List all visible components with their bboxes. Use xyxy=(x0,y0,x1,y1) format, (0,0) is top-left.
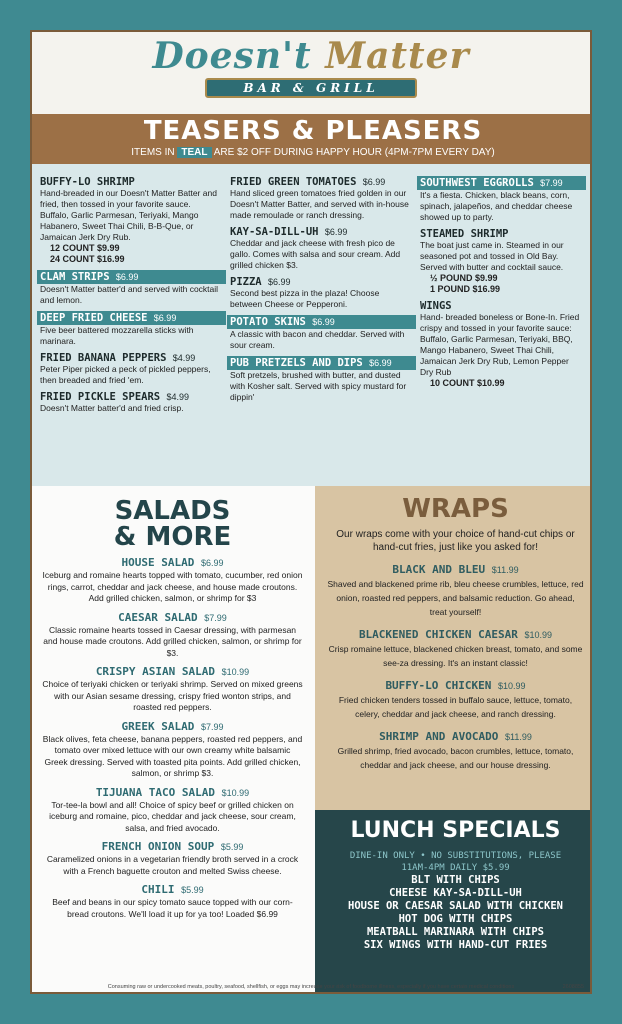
teasers-banner xyxy=(30,114,592,164)
wrap-item xyxy=(315,563,592,619)
salads-section xyxy=(30,486,315,994)
item-title: PIZZA xyxy=(230,276,262,288)
wrap-price: $11.99 xyxy=(504,732,532,742)
menu-item xyxy=(230,176,410,221)
salad-name xyxy=(42,611,303,625)
item-name xyxy=(420,300,580,312)
wraps-title: WRAPS xyxy=(402,494,509,524)
item-price: $6.99 xyxy=(115,272,139,282)
item-title: WINGS xyxy=(420,300,452,312)
menu-item xyxy=(40,311,220,347)
wrap-name xyxy=(327,563,584,577)
teasers-section xyxy=(30,164,592,486)
lunch-meta-1: DINE-IN ONLY • NO SUBSTITUTIONS, PLEASE xyxy=(349,851,562,861)
menu-item xyxy=(420,228,580,295)
salad-name xyxy=(42,665,303,679)
item-name xyxy=(227,315,416,329)
lunch-meta-2: 11AM-4PM DAILY $5.99 xyxy=(401,863,510,873)
menu-item xyxy=(230,226,410,271)
wrap-name xyxy=(327,730,584,744)
item-name xyxy=(40,176,220,188)
salad-price: $5.99 xyxy=(220,842,244,852)
item-count: 12 COUNT $9.99 xyxy=(50,243,120,253)
salad-name xyxy=(42,883,303,897)
item-count: ½ POUND $9.99 xyxy=(430,273,498,283)
salad-title: HOUSE SALAD xyxy=(121,556,195,569)
teasers-column-2 xyxy=(230,176,410,408)
menu-item xyxy=(40,391,220,414)
lunch-item: MEATBALL MARINARA WITH CHIPS xyxy=(366,926,544,938)
item-name xyxy=(40,391,220,403)
teasers-column-3 xyxy=(420,176,580,394)
item-description: A classic with bacon and cheddar. Served with sour cream. xyxy=(230,329,405,350)
salads-list xyxy=(30,556,315,920)
salad-title: TIJUANA TACO SALAD xyxy=(95,785,216,799)
salads-title-1: SALADS xyxy=(114,496,231,526)
salad-item xyxy=(30,720,315,780)
wrap-price: $11.99 xyxy=(491,565,519,575)
item-title: KAY-SA-DILL-UH xyxy=(230,226,319,238)
salad-price: $6.99 xyxy=(200,558,224,568)
item-count: 1 POUND $16.99 xyxy=(430,284,501,294)
item-price: $6.99 xyxy=(362,177,386,187)
wrap-item xyxy=(315,730,592,772)
wrap-item xyxy=(315,679,592,721)
menu-item xyxy=(420,300,580,389)
wrap-description: Shaved and blackened prime rib, bleu cheese crumbles, lettuce, red onion, roasted red peppers, and balsamic reduction. Go ahead, treat yourself! xyxy=(327,579,584,617)
item-count: 24 COUNT $16.99 xyxy=(50,254,125,264)
salad-item xyxy=(30,883,315,920)
wrap-description: Fried chicken tenders tossed in buffalo sauce, lettuce, tomato, celery, cheddar and jack cheese, and ranch dressing. xyxy=(338,695,573,719)
salad-price: $10.99 xyxy=(221,667,250,677)
lunch-item: SIX WINGS WITH HAND-CUT FRIES xyxy=(363,939,548,951)
teal-highlight: TEAL xyxy=(177,147,211,158)
item-name xyxy=(230,226,410,238)
item-description: Soft pretzels, brushed with butter, and dusted with Kosher salt. Served with spicy mustard for dippin' xyxy=(230,370,407,402)
menu-item xyxy=(40,176,220,265)
item-price: $6.99 xyxy=(369,358,392,368)
logo xyxy=(32,34,590,98)
wrap-price: $10.99 xyxy=(498,681,526,691)
wrap-description: Crisp romaine lettuce, blackened chicken breast, tomato, and some see-za dressing. It's an instant classic! xyxy=(328,644,583,668)
teasers-title: TEASERS & PLEASERS xyxy=(143,116,483,146)
salad-item xyxy=(30,556,315,605)
lunch-list xyxy=(315,874,592,952)
wrap-item xyxy=(315,628,592,670)
wraps-section xyxy=(315,486,592,810)
item-name xyxy=(37,311,226,325)
salad-name xyxy=(42,786,303,800)
menu-item xyxy=(230,315,410,351)
item-price: $6.99 xyxy=(312,317,335,327)
menu-card xyxy=(30,30,592,994)
salad-name xyxy=(42,840,303,854)
item-description: Doesn't Matter batter'd and fried crisp. xyxy=(40,403,184,413)
salad-price: $7.99 xyxy=(204,612,227,623)
item-title: POTATO SKINS xyxy=(230,316,306,328)
salad-item xyxy=(30,611,315,660)
lunch-item: HOUSE OR CAESAR SALAD WITH CHICKEN xyxy=(348,900,563,912)
salad-title: CRISPY ASIAN SALAD xyxy=(95,665,216,678)
item-name xyxy=(227,356,416,370)
lunch-title: LUNCH SPECIALS xyxy=(350,818,561,843)
salad-price: $7.99 xyxy=(200,721,224,732)
item-title: SOUTHWEST EGGROLLS xyxy=(420,177,534,189)
item-name xyxy=(37,270,226,284)
item-price: $6.99 xyxy=(153,313,177,323)
lunch-specials-section xyxy=(315,810,592,994)
item-count: 10 COUNT $10.99 xyxy=(430,378,505,388)
item-description: Five beer battered mozzarella sticks with marinara. xyxy=(40,325,194,346)
salad-description: Iceburg and romaine hearts topped with tomato, cucumber, red onion rings, carrot, cheddar and jack cheese, and house made croutons. Add grilled chicken, salmon, or shrimp for $3 xyxy=(42,570,303,603)
teasers-column-1 xyxy=(40,176,220,419)
logo-subtitle: BAR & GRILL xyxy=(205,78,416,98)
lunch-item: BLT WITH CHIPS xyxy=(411,874,500,886)
item-description: It's a fiesta. Chicken, black beans, corn, spinach, jalapeños, and cheddar cheese showed up to party. xyxy=(420,190,573,222)
salad-item xyxy=(30,840,315,877)
wrap-name xyxy=(327,628,584,642)
salad-title: CHILI xyxy=(141,883,175,896)
item-description: Doesn't Matter batter'd and served with cocktail and lemon. xyxy=(40,284,219,305)
item-name xyxy=(420,228,580,240)
item-title: STEAMED SHRIMP xyxy=(420,228,509,240)
item-title: DEEP FRIED CHEESE xyxy=(40,312,148,324)
happy-hour-note xyxy=(30,146,592,160)
happy-hour-pre: ITEMS IN xyxy=(131,147,175,158)
wrap-title: BUFFY-LO CHICKEN xyxy=(385,679,492,692)
menu-item xyxy=(40,352,220,386)
footer xyxy=(32,984,590,990)
salad-item xyxy=(30,665,315,714)
wrap-description: Grilled shrimp, fried avocado, bacon crumbles, lettuce, tomato, cheddar and jack cheese, and our house dressing. xyxy=(337,746,574,770)
item-price: $7.99 xyxy=(540,178,563,188)
salad-name xyxy=(42,720,303,734)
item-price: $4.99 xyxy=(172,353,196,363)
salads-title-2: & MORE xyxy=(113,522,232,552)
item-name xyxy=(230,176,410,188)
salad-price: $10.99 xyxy=(221,787,250,798)
item-name xyxy=(417,176,586,190)
item-price: $6.99 xyxy=(324,227,348,237)
item-description: Second best pizza in the plaza! Choose between Cheese or Pepperoni. xyxy=(230,288,380,309)
wrap-title: BLACKENED CHICKEN CAESAR xyxy=(358,628,518,641)
salads-heading xyxy=(30,486,315,550)
wrap-price: $10.99 xyxy=(524,630,553,640)
salad-title: GREEK SALAD xyxy=(121,719,195,733)
item-title: FRIED BANANA PEPPERS xyxy=(40,352,167,364)
salad-description: Tor-tee-la bowl and all! Choice of spicy beef or grilled chicken on iceburg and romaine, pico, cheddar and jack cheese, sour cream, salsa, and fried avocado. xyxy=(49,799,296,833)
menu-code: 2608855 xyxy=(562,984,584,990)
item-title: CLAM STRIPS xyxy=(40,271,110,283)
menu-item xyxy=(420,176,580,223)
item-title: FRIED PICKLE SPEARS xyxy=(40,391,161,403)
salad-title: CAESAR SALAD xyxy=(118,610,198,624)
salad-description: Classic romaine hearts tossed in Caesar dressing, with parmesan and house made croutons. Add grilled chicken, salmon, or shrimp for $3. xyxy=(43,624,302,658)
item-description: Cheddar and jack cheese with fresh pico de gallo. Comes with salsa and sour cream. Add grilled chicken $3. xyxy=(230,238,401,270)
item-description: Hand- breaded boneless or Bone-In. Fried crispy and tossed in your favorite sauce: Buffalo, Garlic Parmesan, Teriyaki, BBQ, Mango Habanero, Sweet Thai Chili, Jamaican Jerk Dry Rub, Lemon Pepper Dry Rub xyxy=(420,312,580,377)
wrap-name xyxy=(327,679,584,693)
logo-word-2: Matter xyxy=(325,35,470,77)
wrap-title: BLACK AND BLEU xyxy=(392,563,486,576)
item-description: Hand sliced green tomatoes fried golden in our Doesn't Matter Batter, and served with in-house made remoulade or ranch dressing. xyxy=(230,188,409,220)
logo-title xyxy=(32,34,590,78)
salad-item xyxy=(30,786,315,835)
salad-description: Choice of teriyaki chicken or teriyaki shrimp. Served on mixed greens with our Asian sesame dressing, crispy fried wonton strips, and roasted red peppers. xyxy=(42,679,303,712)
wraps-intro: Our wraps come with your choice of hand-cut chips or hand-cut fries, just like you asked for! xyxy=(336,529,575,553)
item-price: $6.99 xyxy=(267,277,291,287)
salad-title: FRENCH ONION SOUP xyxy=(101,840,215,853)
menu-item xyxy=(230,276,410,310)
item-description: The boat just came in. Steamed in our seasoned pot and tossed in Old Bay. Served with butter and cocktail sauce. xyxy=(420,240,564,272)
item-description: Hand-breaded in our Doesn't Matter Batter and fried, then tossed in your favorite sauce. Buffalo, Garlic Parmesan, Teriyaki, Mango Habanero, Sweet Thai Chili, B-B-Que, or Jamaican Jerk Dry Rub. xyxy=(40,188,217,242)
lunch-item: CHEESE KAY-SA-DILL-UH xyxy=(389,887,522,899)
item-title: BUFFY-LO SHRIMP xyxy=(40,176,135,188)
wrap-title: SHRIMP AND AVOCADO xyxy=(379,730,499,743)
item-title: FRIED GREEN TOMATOES xyxy=(230,176,357,188)
salad-name xyxy=(42,556,303,570)
lunch-item: HOT DOG WITH CHIPS xyxy=(398,913,513,925)
salad-description: Caramelized onions in a vegetarian friendly broth served in a crock with a French baguette crouton and melted Swiss cheese. xyxy=(46,854,299,876)
item-price: $4.99 xyxy=(166,392,189,402)
salad-description: Black olives, feta cheese, banana peppers, roasted red peppers, and tomato over mixed lettuce with our own creamy white balsamic Greek dressing. Served with toasted pita points. Add grilled chicken, salmon, or shrimp $3. xyxy=(42,733,303,778)
menu-item xyxy=(230,356,410,403)
item-title: PUB PRETZELS AND DIPS xyxy=(230,357,363,369)
disclaimer: Consuming raw or undercooked meats, poultry, seafood, shellfish, or eggs may increase your risk of foodborne illness, especially if you have certain medical conditions xyxy=(107,984,515,990)
salad-price: $5.99 xyxy=(181,885,204,895)
menu-item xyxy=(40,270,220,306)
happy-hour-post: ARE $2 OFF DURING HAPPY HOUR (4PM-7PM EVERY DAY) xyxy=(213,147,495,158)
item-description: Peter Piper picked a peck of pickled peppers, then breaded and fried 'em. xyxy=(40,364,211,385)
salad-description: Beef and beans in our spicy tomato sauce topped with our corn-bread croutons. We'll load it up for ya too! Loaded $6.99 xyxy=(52,897,293,919)
logo-word-1: Doesn't xyxy=(152,35,312,77)
item-name xyxy=(40,352,220,364)
wraps-list xyxy=(315,563,592,772)
item-name xyxy=(230,276,410,288)
